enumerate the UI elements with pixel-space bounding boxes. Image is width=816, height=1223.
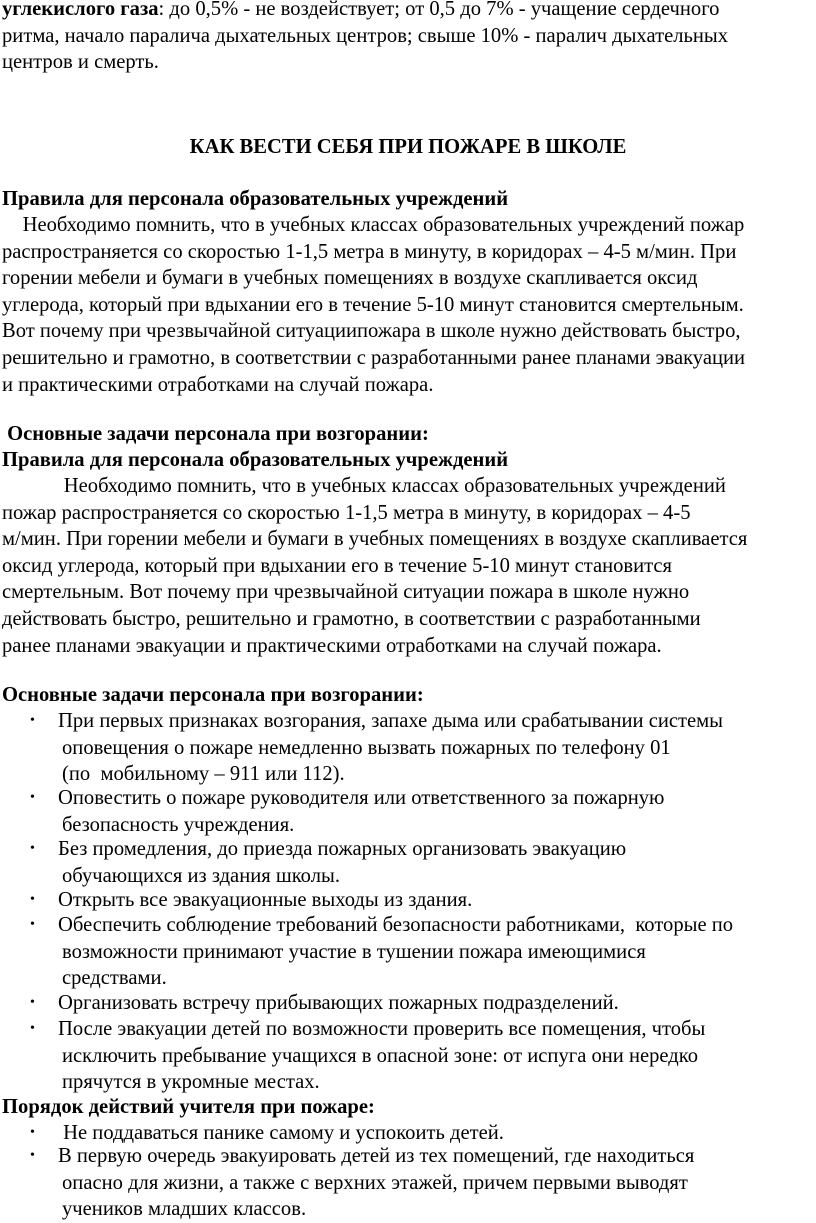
bullet-icon: • (30, 713, 35, 728)
bullet-icon: • (30, 790, 35, 805)
list-item-line: Оповестить о пожаре руководителя или ответственного за пожарную (58, 787, 665, 809)
bullet-icon: • (30, 1125, 35, 1140)
section1-line: решительно и грамотно, в соответствии с разработанными ранее планами эвакуации (2, 346, 746, 369)
section2-line: оксид углерода, который при вдыхании его в течение 5-10 минут становится (2, 554, 673, 577)
list-item-line: При первых признаках возгорания, запахе дыма или срабатывании системы (58, 710, 724, 732)
section2-line: смертельным. Вот почему при чрезвычайной ситуации пожара в школе нужно (2, 581, 690, 604)
bullet-icon: • (30, 892, 35, 907)
list-item-line: безопасность учреждения. (62, 813, 295, 836)
list-item-line: В первую очередь эвакуировать детей из тех помещений, где находиться (58, 1145, 695, 1167)
section1-line: углерода, который при вдыхании его в течение 5-10 минут становится смертельным. (2, 293, 744, 316)
list-item-line: Обеспечить соблюдение требований безопасности работниками, которые по (58, 914, 734, 936)
list-item-line: После эвакуации детей по возможности проверить все помещения, чтобы (58, 1018, 706, 1040)
section1-line: Необходимо помнить, что в учебных классах образовательных учреждений пожар (2, 214, 745, 236)
list-item-line: прячутся в укромные местах. (62, 1071, 320, 1094)
bullet-icon: • (30, 841, 35, 856)
section1-line: распространяется со скоростью 1-1,5 метра в минуту, в коридорах – 4-5 м/мин. При (2, 240, 737, 263)
bullet-icon: • (30, 1021, 35, 1036)
list-item-line: средствами. (62, 967, 167, 990)
intro-line-1-rest: : до 0,5% - не воздействует; от 0,5 до 7% - учащение сердечного (158, 0, 720, 20)
list-item-line: обучающихся из здания школы. (62, 864, 340, 887)
list-item-line: оповещения о пожаре немедленно вызвать пожарных по телефону 01 (62, 736, 671, 759)
list-item-line: исключить пребывание учащихся в опасной зоне: от испуга они нередко (62, 1044, 699, 1067)
list-item-line: учеников младших классов. (62, 1198, 307, 1221)
section2-line: Необходимо помнить, что в учебных классах образовательных учреждений (2, 475, 726, 497)
section1-line: и практическими отработками на случай пожара. (2, 373, 434, 396)
list-item-line: опасно для жизни, а также с верхних этажей, причем первыми выводят (62, 1171, 688, 1194)
section2-heading-rules: Правила для персонала образовательных учреждений (2, 449, 509, 471)
bullet-icon: • (30, 1148, 35, 1163)
bullet-icon: • (30, 995, 35, 1010)
intro-bold-lead: углекислого газа (2, 0, 159, 20)
list-item-line: Не поддаваться панике самому и успокоить детей. (58, 1122, 504, 1144)
section1-heading: Правила для персонала образовательных учреждений (2, 188, 509, 210)
section2-heading-tasks: Основные задачи персонала при возгорании: (2, 423, 429, 445)
section4-heading: Порядок действий учителя при пожаре: (2, 1096, 375, 1118)
section1-paragraph (2, 212, 814, 398)
section2-line: ранее планами эвакуации и практическими отработками на случай пожара. (2, 634, 662, 657)
intro-line-3: центров и смерть. (2, 51, 159, 74)
page-title: КАК ВЕСТИ СЕБЯ ПРИ ПОЖАРЕ В ШКОЛЕ (189, 136, 627, 158)
section2-line: действовать быстро, решительно и грамотно, в соответствии с разработанными (2, 607, 701, 630)
list-item-line: Без промедления, до приезда пожарных организовать эвакуацию (58, 838, 627, 860)
section2-line: м/мин. При горении мебели и бумаги в учебных помещениях в воздухе скапливается (2, 528, 748, 551)
section2-line: пожар распространяется со скоростью 1-1,5 метра в минуту, в коридорах – 4-5 (2, 501, 691, 524)
section3-heading: Основные задачи персонала при возгорании: (2, 684, 424, 706)
bullet-icon: • (30, 917, 35, 932)
intro-line-2: ритма, начало паралича дыхательных центров; свыше 10% - паралич дыхательных (2, 24, 729, 47)
list-item-line: возможности принимают участие в тушении пожара имеющимися (62, 940, 646, 963)
intro-line-1 (2, 0, 814, 23)
list-item-line: Открыть все эвакуационные выходы из здания. (58, 889, 473, 911)
section2-paragraph (2, 473, 814, 659)
intro-paragraph (2, 0, 814, 76)
list-item-line: (по мобильному – 911 или 112). (62, 763, 345, 786)
list-item-line: Организовать встречу прибывающих пожарных подразделений. (58, 992, 619, 1014)
section1-line: Вот почему при чрезвычайной ситуациипожара в школе нужно действовать быстро, (2, 320, 741, 343)
section1-line: горении мебели и бумаги в учебных помещениях в воздухе скапливается оксид (2, 267, 698, 290)
